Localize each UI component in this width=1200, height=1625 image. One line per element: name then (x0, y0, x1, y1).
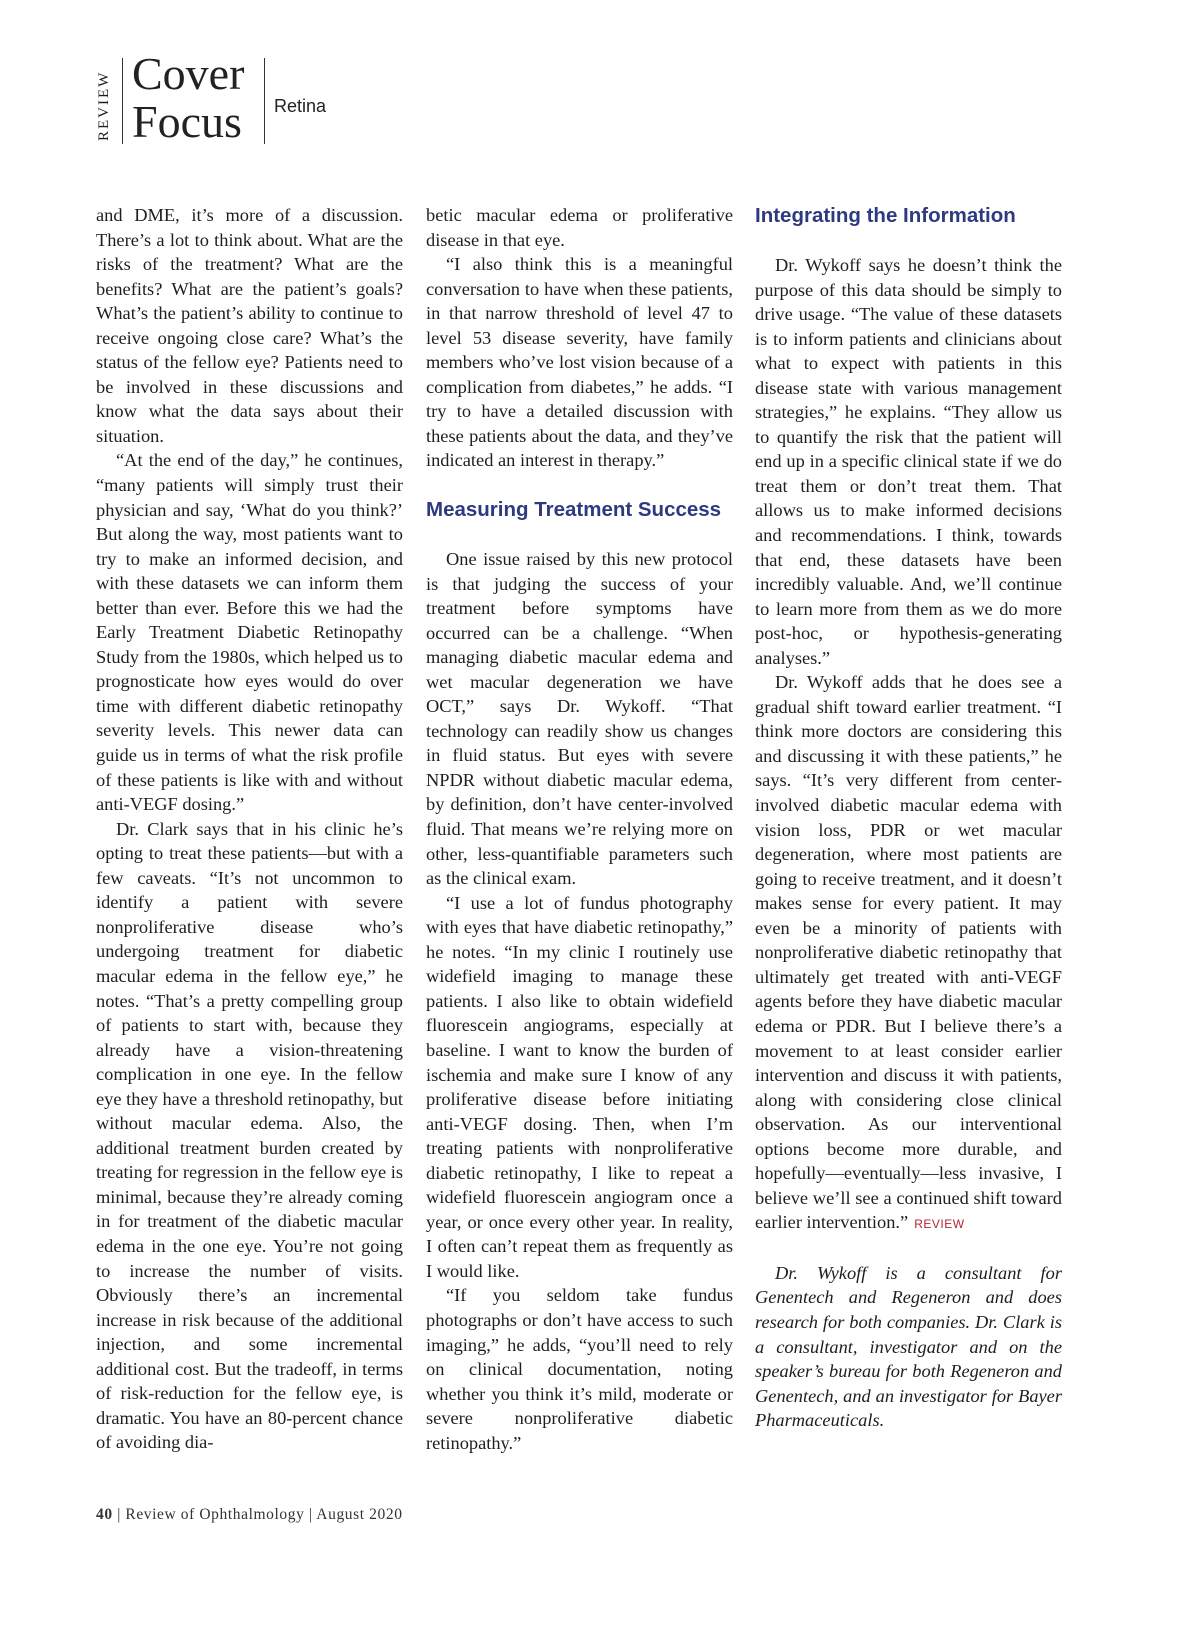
issue-date: August 2020 (316, 1506, 403, 1523)
paragraph-text: Dr. Wykoff adds that he does see a gradual shift toward earlier treatment. “I think more doctors are considering this and discussing it with these patients,” he says. “It’s very different from center-involved diabetic macular edema with vision loss, PDR or wet macular degeneration, where most patients are going to receive treatment, and it doesn’t makes sense for every patient. It may even be a minority of patients with nonproliferative diabetic retinopathy that ultimately get treated with anti-VEGF agents before they have diabetic macular edema or PDR. But I believe there’s a movement to at least consider earlier intervention and discuss it with patients, along with considering close clinical observation. As our interventional options become more durable, and hopefully—eventually—less invasive, I believe we’ll see a continued shift toward earlier intervention.” (755, 672, 1062, 1233)
article-column-2 (426, 203, 733, 1455)
spacer (755, 1237, 1062, 1261)
article-column-1 (96, 203, 403, 1455)
subhead-measuring-treatment-success: Measuring Treatment Success (426, 498, 722, 522)
paragraph: “At the end of the day,” he continues, “many patients will simply trust their physician and say, ‘What do you think?’ But along the way, most patients want to try to make an informed decision, and with these datasets we can inform them better than ever. Before this we had the Early Treatment Diabetic Retinopathy Study from the 1980s, which helped us to prognosticate how eyes would do over time with different diabetic retinopathy severity levels. This newer data can guide us in terms of what the risk profile of these patients is like with and without anti-VEGF dosing.” (96, 450, 403, 815)
masthead-review-label: REVIEW (96, 70, 112, 142)
footer-separator: | (308, 1506, 317, 1523)
paragraph: and DME, it’s more of a discussion. There’s a lot to think about. What are the risks of the treatment? What are the benefits? What are the patient’s goals? What’s the patient’s ability to continue to receive ongoing close care? What’s the status of the fellow eye? Patients need to be involved in these discussions and know what the data says about their situation. (96, 205, 403, 446)
masthead-title-line1: Cover (132, 48, 245, 99)
spacer (755, 229, 1062, 253)
publication-name: Review of Ophthalmology (125, 1506, 305, 1523)
paragraph: “I use a lot of fundus photography with eyes that have diabetic retinopathy,” he notes. “In my clinic I routinely use widefield imaging to manage these patients. I also like to obtain widefield fluorescein angiograms, especially at baseline. I want to know the burden of ischemia and make sure I know of any proliferative disease before initiating anti-VEGF dosing. Then, when I’m treating patients with nonproliferative diabetic retinopathy, I like to repeat a widefield fluorescein angiogram once a year, or once every other year. In reality, I often can’t repeat them as frequently as I would like. (426, 892, 733, 1281)
masthead-title-line2: Focus (132, 96, 242, 147)
page-number: 40 (96, 1506, 113, 1523)
masthead-divider (122, 58, 123, 144)
paragraph: Dr. Clark says that in his clinic he’s opting to treat these patients—but with a few caveats. “It’s not uncommon to identify a patient with severe nonproliferative disease who’s undergoing treatment for diabetic macular edema in the fellow eye,” he notes. “That’s a pretty compelling group of patients to start with, because they already have a vision-threatening complication in one eye. In the fellow eye they have a threshold retinopathy, but without macular edema. Also, the additional treatment burden created by treating for regression in the fellow eye is minimal, because they’re already coming in for treatment of the diabetic macular edema in the one eye. You’re not going to increase the number of visits. Obviously there’s an incremental increase in risk because of the additional injection, and some incremental additional cost. But the tradeoff, in terms of risk-reduction for the fellow eye, is dramatic. You have an 80-percent chance of avoiding dia- (96, 818, 403, 1453)
subhead-integrating-the-information: Integrating the Information (755, 204, 1016, 227)
footer-separator: | (117, 1506, 126, 1523)
end-of-article-mark: REVIEW (914, 1217, 965, 1232)
spacer (426, 523, 733, 547)
page-footer (96, 1506, 403, 1524)
masthead-title (132, 50, 244, 146)
paragraph: “If you seldom take fundus photographs or don’t have access to such imaging,” he adds, “you’ll need to rely on clinical documentation, noting whether you think it’s mild, moderate or severe nonproliferative diabetic retinopathy.” (426, 1285, 733, 1453)
spacer (426, 473, 733, 497)
section-label: Retina (274, 96, 327, 116)
paragraph: “I also think this is a meaningful conversation to have when these patients, in that narrow threshold of level 47 to level 53 disease severity, have family members who’ve lost vision because of a complication from diabetes,” he adds. “I try to have a detailed discussion with these patients about the data, and they’ve indicated an interest in therapy.” (426, 254, 733, 471)
masthead-divider (264, 58, 265, 144)
paragraph: One issue raised by this new protocol is that judging the success of your treatment before symptoms have occurred can be a challenge. “When managing diabetic macular edema and wet macular degeneration we have OCT,” says Dr. Wykoff. “That technology can readily show us changes in fluid status. But eyes with severe NPDR without diabetic macular edema, by definition, don’t have center-involved fluid. That means we’re relying more on other, less-quantifiable parameters such as the clinical exam. (426, 549, 733, 889)
article-column-3 (755, 203, 1062, 1433)
disclosure-statement: Dr. Wykoff is a consultant for Genentech and Regeneron and does research for both companies. Dr. Clark is a consultant, investigator and on the speaker’s bureau for both Regeneron and Genentech, and an investigator for Bayer Pharmaceuticals. (755, 1262, 1062, 1431)
paragraph (755, 670, 1062, 1237)
paragraph: Dr. Wykoff says he doesn’t think the purpose of this data should be simply to drive usage. “The value of these datasets is to inform patients and clinicians about what to expect with patients in this disease state with various management strategies,” he explains. “They allow us to quantify the risk that the patient will end up in a specific clinical state if we do treat them or don’t treat them. That allows us to make informed decisions and recommendations. I think, towards that end, these datasets have been incredibly valuable. And, we’ll continue to learn more from them as we do more post-hoc, or hypothesis-generating analyses.” (755, 255, 1062, 668)
paragraph: betic macular edema or proliferative disease in that eye. (426, 205, 733, 250)
